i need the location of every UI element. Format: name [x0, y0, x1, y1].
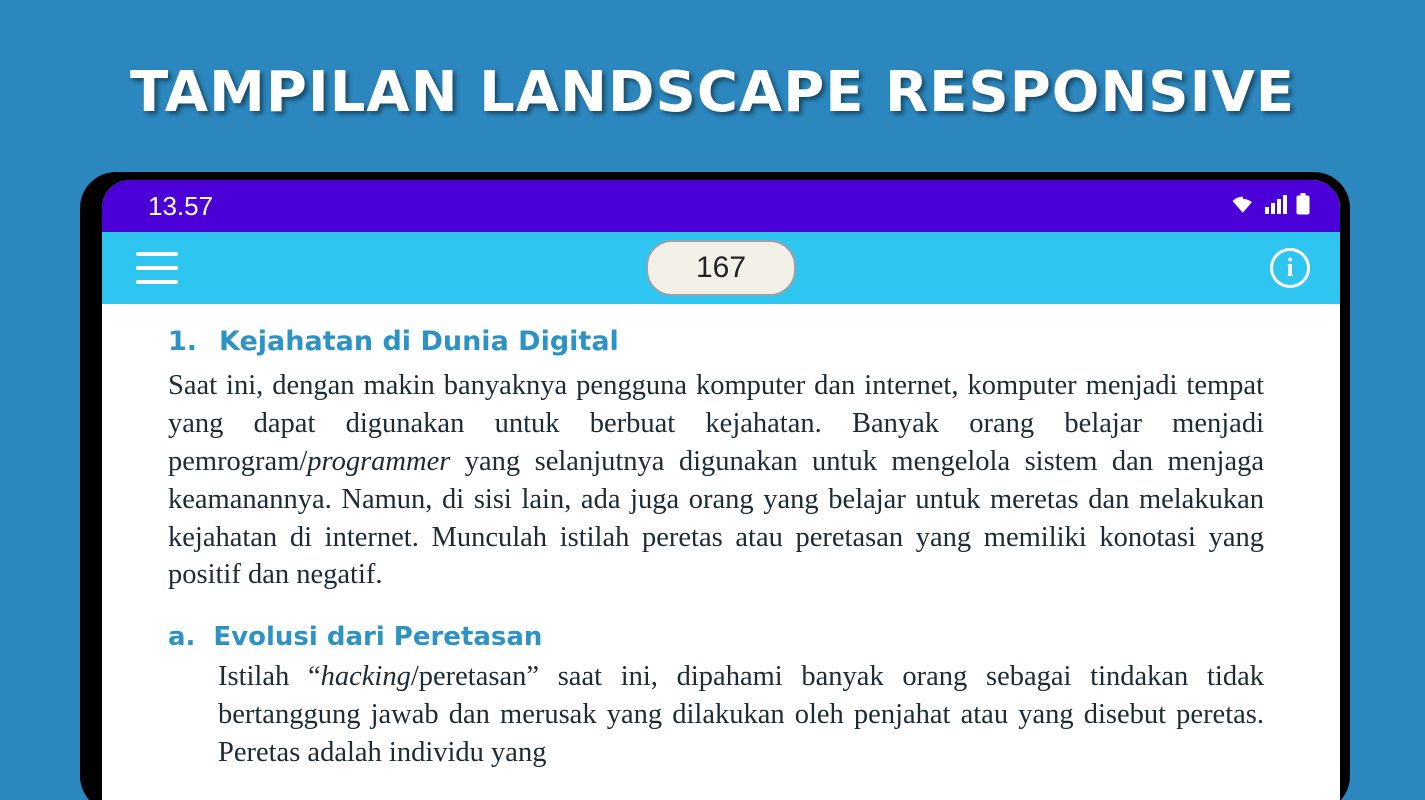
status-icons-group	[1230, 193, 1310, 220]
status-bar	[102, 180, 1340, 232]
section-heading	[168, 326, 1264, 357]
page-number-field[interactable]: 167	[646, 240, 796, 296]
paragraph-2-italic: hacking	[320, 661, 411, 693]
info-icon[interactable]: i	[1270, 248, 1310, 288]
paragraph-2	[168, 658, 1264, 772]
paragraph-1-part-3: yang selanjutnya digunakan untuk mengelola sistem dan menjaga keamanannya. Namun, di sisi lain, ada juga orang yang belajar untuk meretas dan melakukan kejahatan di internet. Munculah istilah peretas atau peretasan yang memiliki konotasi yang positif dan negatif.	[168, 445, 1264, 591]
paragraph-1-part-1: Saat ini, dengan makin banyaknya pengguna komputer dan internet, komputer menjadi tempat yang dapat digunakan untuk berbuat kejahatan. Banyak orang belajar menjadi pemrogram/	[168, 370, 1264, 477]
paragraph-2-part-1: Istilah “	[218, 661, 321, 693]
paragraph-1	[168, 367, 1264, 594]
subsection-title: Evolusi dari Peretasan	[213, 622, 543, 653]
phone-mockup-frame	[80, 172, 1350, 800]
page-title: TAMPILAN LANDSCAPE RESPONSIVE	[129, 60, 1296, 125]
subsection-heading	[168, 622, 1264, 652]
wifi-icon	[1230, 194, 1256, 219]
section-title: Kejahatan di Dunia Digital	[219, 326, 619, 357]
status-clock: 13.57	[148, 190, 214, 221]
subsection-number: a.	[168, 622, 196, 653]
battery-icon	[1296, 193, 1310, 220]
phone-screen	[102, 180, 1340, 800]
signal-icon	[1265, 194, 1287, 219]
paragraph-2-part-3: /peretasan” saat ini, dipahami banyak orang sebagai tindakan tidak bertanggung jawab dan merusak yang dilakukan oleh penjahat atau yang disebut peretas. Peretas adalah individu yang	[218, 661, 1265, 769]
book-page-content	[102, 304, 1340, 800]
hamburger-menu-icon[interactable]	[136, 252, 178, 284]
paragraph-1-italic: programmer	[307, 445, 451, 477]
app-bar	[102, 232, 1340, 304]
section-number: 1.	[168, 326, 198, 357]
